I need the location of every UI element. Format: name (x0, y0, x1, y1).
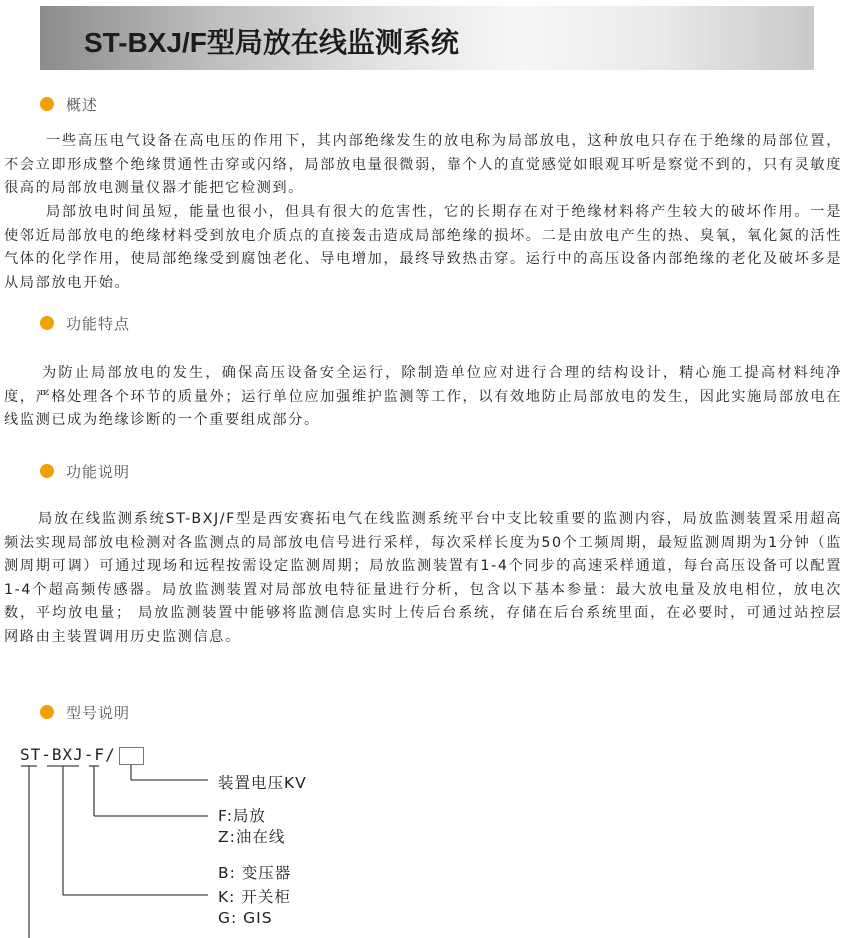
label-f: F:局放 (218, 807, 266, 825)
section-header-model (40, 700, 130, 724)
label-voltage: 装置电压KV (218, 774, 307, 792)
description-paragraph: 局放在线监测系统ST-BXJ/F型是西安赛拓电气在线监测系统平台中支比较重要的监测内容，局放监测装置采用超高频法实现局部放电检测对各监测点的局部放电信号进行采样，每次采样长度为50个工频周期，最短监测周期为1分钟（监测周期可调）可通过现场和远程按需设定监测周期；局放监测装置有1-4个同步的高速采样通道，每台高压设备可以配置1-4个超高频传感器。局放监测装置对局部放电特征量进行分析，包含以下基本参量：最大放电量及放电相位，放电次数，平均放电量； 局放监测装置中能够将监测信息实时上传后台系统，存储在后台系统里面，在必要时，可通过站控层网路由主装置调用历史监测信息。 (4, 511, 842, 645)
section-title-overview: 概述 (66, 95, 99, 114)
orange-bullet-icon (40, 464, 54, 478)
orange-bullet-icon (40, 97, 54, 111)
section-title-model: 型号说明 (66, 703, 131, 722)
label-g: G: GIS (218, 909, 273, 927)
section-header-description (40, 459, 130, 483)
features-paragraph: 为防止局部放电的发生，确保高压设备安全运行，除制造单位应对进行合理的结构设计，精心施工提高材料纯净度，严格处理各个环节的质量外；运行单位应加强维护监测等工作，以有效地防止局部放电的发生，因此实施局部放电在线监测已成为绝缘诊断的一个重要组成部分。 (4, 365, 842, 428)
model-code-diagram (0, 740, 850, 938)
title-banner (40, 6, 814, 70)
orange-bullet-icon (40, 316, 54, 330)
overview-paragraph-2: 局部放电时间虽短，能量也很小，但具有很大的危害性，它的长期存在对于绝缘材料将产生较大的破坏作用。一是使邻近局部放电的绝缘材料受到放电介质点的直接轰击造成局部绝缘的损坏。二是由放电产生的热、臭氧，氧化氮的活性气体的化学作用，使局部绝缘受到腐蚀老化、导电增加，最终导致热击穿。运行中的高压设备内部绝缘的老化及破坏多是从局部放电开始。 (4, 204, 842, 291)
section-header-features (40, 311, 130, 335)
label-z: Z:油在线 (218, 828, 286, 846)
orange-bullet-icon (40, 705, 54, 719)
label-b: B: 变压器 (218, 864, 292, 882)
section-header-overview (40, 92, 98, 116)
section-title-features: 功能特点 (66, 314, 131, 333)
section-title-description: 功能说明 (66, 462, 131, 481)
page-title: ST-BXJ/F型局放在线监测系统 (84, 27, 459, 58)
model-connector-lines (0, 740, 850, 938)
model-code: ST-BXJ-F/ (20, 745, 116, 764)
overview-paragraph-1: 一些高压电气设备在高电压的作用下，其内部绝缘发生的放电称为局部放电，这种放电只存在于绝缘的局部位置，不会立即形成整个绝缘贯通性击穿或闪络，局部放电量很微弱，靠个人的直觉感觉如眼观耳听是察觉不到的，只有灵敏度很高的局部放电测量仪器才能把它检测到。 (4, 133, 842, 196)
label-k: K: 开关柜 (218, 888, 291, 906)
voltage-placeholder-box (119, 747, 144, 765)
